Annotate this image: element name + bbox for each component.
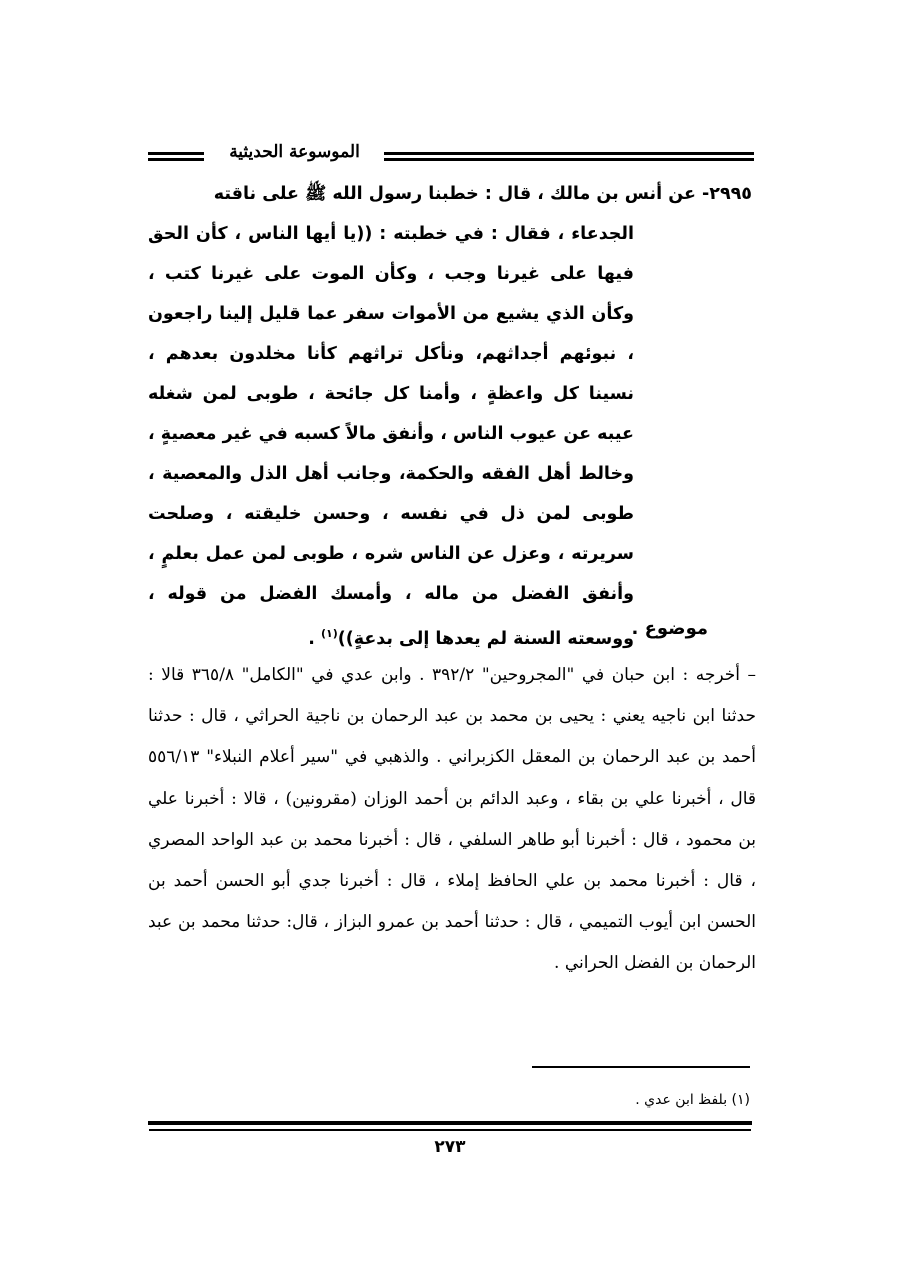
running-header (148, 142, 754, 172)
footnote-reference: (١) (320, 627, 338, 640)
hadith-grade: موضوع . (631, 618, 708, 639)
hadith-first-line: عن أنس بن مالك ، قال : خطبنا رسول الله ﷺ على ناقته (213, 184, 696, 204)
hadith-text (148, 174, 752, 659)
footnote: (١) بلفظ ابن عدي . (635, 1092, 750, 1108)
footnote-separator (532, 1066, 750, 1068)
takhrij-paragraph: – أخرجه : ابن حبان في "المجروحين" ٣٩٢/٢ . وابن عدي في "الكامل" ٣٦٥/٨ قالا : حدثنا ابن ناجيه يعني : يحيى بن محمد بن عبد الرحمان بن ناجية الحراثي ، قال : حدثنا أحمد بن عبد الرحمان بن المعقل الكزبراني . والذهبي في "سير أعلام النبلاء" ٥٥٦/١٣ قال ، أخبرنا علي بن بقاء ، وعبد الدائم بن أحمد الوزان (مقرونين) ، قالا : أخبرنا علي بن محمود ، قال : أخبرنا أبو طاهر السلفي ، قال : أخبرنا محمد بن عبد الواحد المصري ، قال : أخبرنا محمد بن علي الحافظ إملاء ، قال : أخبرنا جدي أبو الحسن أحمد بن الحسن ابن أيوب التميمي ، قال : حدثنا أحمد بن عمرو البزاز ، قال: حدثنا محمد بن عبد الرحمان بن الفضل الحراني . (148, 665, 756, 974)
hadith-number: ٢٩٩٥- (702, 184, 752, 204)
page-number: ٢٧٣ (434, 1137, 466, 1157)
hadith-body-block (148, 214, 752, 659)
footer-rule (148, 1121, 752, 1125)
book-title: الموسوعة الحديثية (229, 142, 360, 162)
hadith-body: الجدعاء ، فقال : في خطبته : ((يا أيها الناس ، كأن الحق فيها على غيرنا وجب ، وكأن الموت على غيرنا كتب ، وكأن الذي يشيع من الأموات سفر عما قليل إلينا راجعون ، نبوئهم أجداثهم، ونأكل تراثهم كأنا مخلدون بعدهم ، نسينا كل واعظةٍ ، وأمنا كل جائحة ، طوبى لمن شغله عيبه عن عيوب الناس ، وأنفق مالاً كسبه في غير معصيةٍ ، وخالط أهل الفقه والحكمة، وجانب أهل الذل والمعصية ، طوبى لمن ذل في نفسه ، وحسن خليقته ، وصلحت سريرته ، وعزل عن الناس شره ، طوبى لمن عمل بعلمٍ ، وأنفق الفضل من ماله ، وأمسك الفضل من قوله ، ووسعته السنة لم يعدها إلى بدعةٍ)) (148, 224, 634, 649)
header-rule-right (384, 152, 754, 155)
header-rule-left (148, 152, 204, 155)
hadith-end: . (308, 628, 321, 649)
